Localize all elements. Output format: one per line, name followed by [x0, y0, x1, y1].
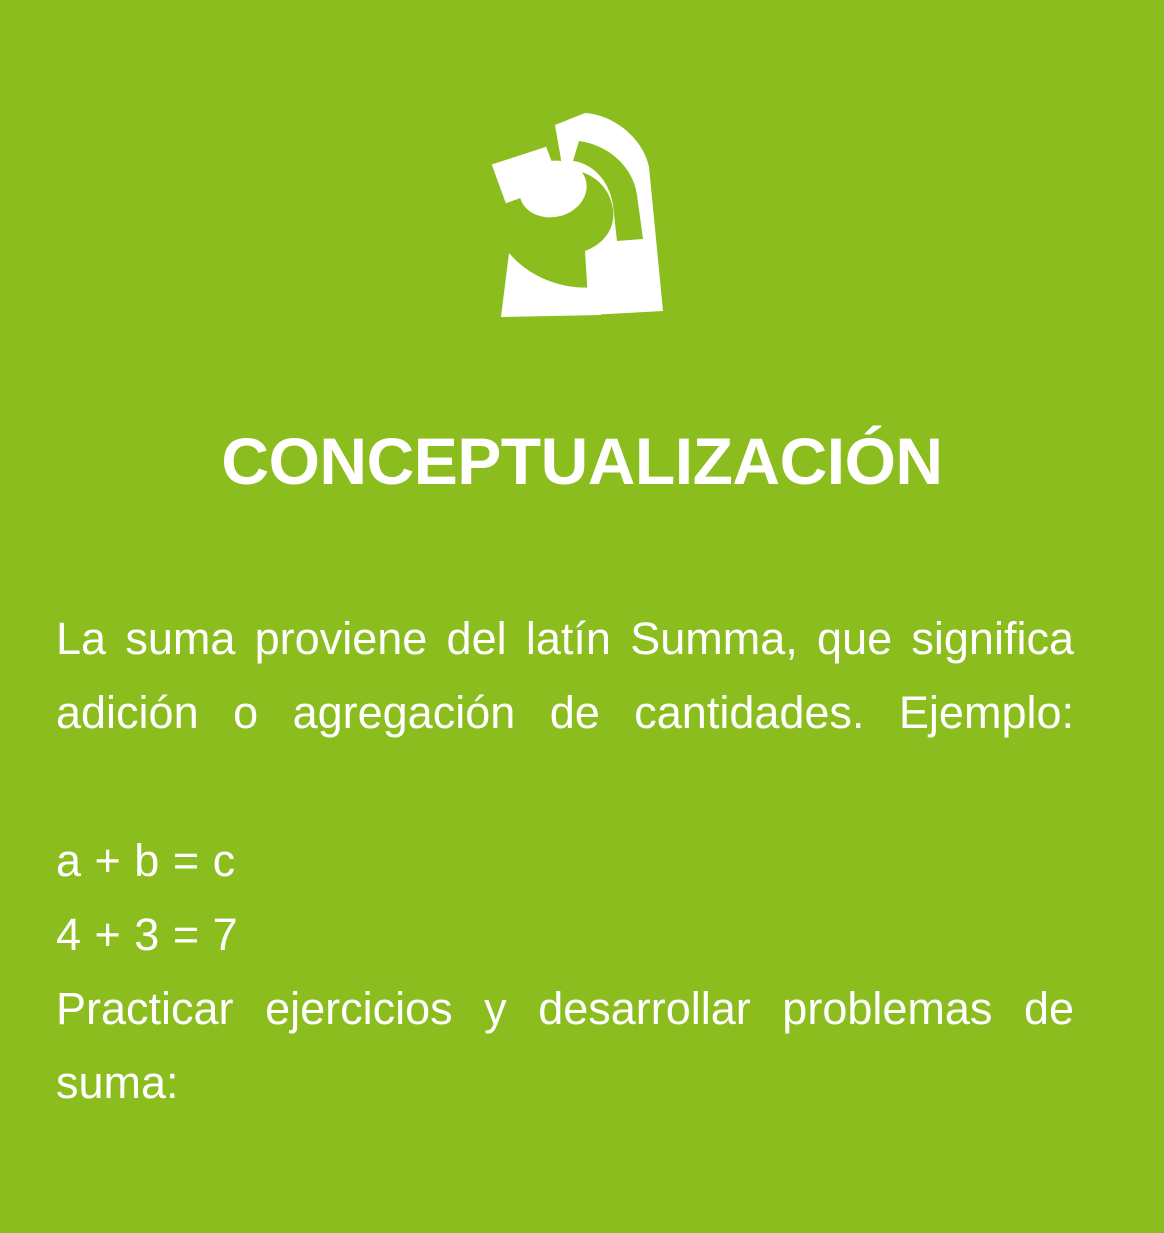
equation-general: a + b = c	[56, 835, 236, 886]
icon-container	[0, 96, 1164, 336]
body-content	[56, 602, 1074, 1194]
paragraph-practice: Practicar ejercicios y desarrollar problemas de suma:	[56, 983, 1074, 1108]
paragraph-definition: La suma proviene del latín Summa, que significa adición o agregación de cantidades. Ejemplo:	[56, 613, 1074, 738]
person-reading-book-icon	[467, 101, 697, 331]
page-title: CONCEPTUALIZACIÓN	[221, 424, 943, 498]
equation-example: 4 + 3 = 7	[56, 909, 239, 960]
